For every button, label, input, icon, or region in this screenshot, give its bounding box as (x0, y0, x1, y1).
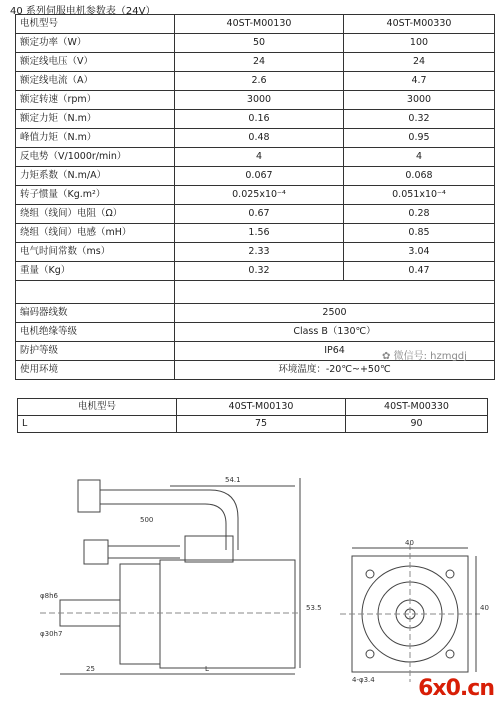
spec-row-cell: 力矩系数（N.m/A） (16, 167, 175, 186)
dimension-table (17, 398, 488, 433)
spec-row (16, 91, 495, 110)
spec-row-cell: 额定转速（rpm） (16, 91, 175, 110)
spec-row-cell: 4 (175, 148, 344, 167)
spec-row (16, 110, 495, 129)
spec-row (16, 262, 495, 281)
cable-bottom (100, 504, 226, 550)
spec-row-cell: 3.04 (344, 243, 495, 262)
spec-row-cell: 2.33 (175, 243, 344, 262)
spec-row-cell: 0.47 (344, 262, 495, 281)
dim-label: 54.1 (225, 476, 241, 484)
spec-merged-row-cell: Class B（130℃） (175, 323, 495, 342)
cable-top (100, 490, 238, 550)
spec-merged-row-cell: 编码器线数 (16, 304, 175, 323)
spec-row-cell: 重量（Kg） (16, 262, 175, 281)
dims-cell: L (18, 416, 177, 433)
spec-row-cell: 0.67 (175, 205, 344, 224)
spec-row-cell: 3000 (175, 91, 344, 110)
spec-row (16, 186, 495, 205)
spec-row-cell: 绕组（线间）电阻（Ω） (16, 205, 175, 224)
site-logo: 6x0.cn (418, 676, 494, 701)
spec-row-cell: 3000 (344, 91, 495, 110)
spec-row (16, 205, 495, 224)
dim-label: 40 (405, 539, 414, 547)
spec-row-cell: 0.95 (344, 129, 495, 148)
dims-cell: 90 (346, 416, 488, 433)
spec-merged-row-cell: 使用环境 (16, 361, 175, 380)
spec-row (16, 53, 495, 72)
spec-row-cell: 0.051x10⁻⁴ (344, 186, 495, 205)
motor-body (160, 560, 295, 668)
mount-hole (446, 570, 454, 578)
spec-row-cell: 50 (175, 34, 344, 53)
spec-header-row-cell: 40ST-M00330 (344, 15, 495, 34)
dim-label: 500 (140, 516, 154, 524)
spec-row-cell: 100 (344, 34, 495, 53)
spec-row-cell: 绕组（线间）电感（mH） (16, 224, 175, 243)
dims-header-cell: 40ST-M00130 (177, 399, 346, 416)
wechat-icon: ✿ (382, 351, 391, 362)
mount-hole (446, 650, 454, 658)
empty-cell (16, 281, 175, 304)
spec-row-cell: 0.32 (175, 262, 344, 281)
spec-row-cell: 24 (344, 53, 495, 72)
dim-label: 53.5 (306, 604, 322, 612)
spec-merged-row (16, 361, 495, 380)
spec-merged-row-cell: 2500 (175, 304, 495, 323)
spec-merged-row (16, 304, 495, 323)
dim-label: φ30h7 (40, 630, 63, 638)
mount-hole (366, 570, 374, 578)
empty-cell (175, 281, 495, 304)
spec-header-row-cell: 电机型号 (16, 15, 175, 34)
spec-row (16, 243, 495, 262)
page-title: 40 系列伺服电机参数表（24V） (10, 6, 156, 17)
spec-row-cell: 0.025x10⁻⁴ (175, 186, 344, 205)
spec-row-cell: 0.067 (175, 167, 344, 186)
spec-row-cell: 额定力矩（N.m） (16, 110, 175, 129)
dims-cell: 75 (177, 416, 346, 433)
spec-header-row-cell: 40ST-M00130 (175, 15, 344, 34)
spec-row-cell: 额定功率（W） (16, 34, 175, 53)
dim-label: 40 (480, 604, 489, 612)
spec-empty-row (16, 281, 495, 304)
spec-row-cell: 转子惯量（Kg.m²） (16, 186, 175, 205)
spec-row-cell: 反电势（V/1000r/min） (16, 148, 175, 167)
spec-row (16, 224, 495, 243)
spec-row-cell: 0.068 (344, 167, 495, 186)
mount-hole (366, 650, 374, 658)
spec-row-cell: 额定线电流（A） (16, 72, 175, 91)
spec-row-cell: 0.16 (175, 110, 344, 129)
front-flange (120, 564, 160, 664)
dim-label: 4-φ3.4 (352, 676, 375, 684)
spec-merged-row-cell: 环境温度：-20℃~+50℃ (175, 361, 495, 380)
spec-row-cell: 2.6 (175, 72, 344, 91)
spec-merged-row-cell: 防护等级 (16, 342, 175, 361)
dims-row (18, 416, 488, 433)
dims-header-row (18, 399, 488, 416)
spec-row-cell: 额定线电压（V） (16, 53, 175, 72)
motor-drawing (0, 460, 500, 685)
dim-label: 25 (86, 665, 95, 673)
spec-row-cell: 0.48 (175, 129, 344, 148)
spec-table (15, 14, 495, 380)
dim-label: φ8h6 (40, 592, 58, 600)
spec-row (16, 72, 495, 91)
spec-row (16, 148, 495, 167)
encoder-cap (78, 480, 100, 512)
spec-row-cell: 0.85 (344, 224, 495, 243)
spec-row-cell: 4 (344, 148, 495, 167)
dims-header-cell: 40ST-M00330 (346, 399, 488, 416)
spec-row-cell: 0.28 (344, 205, 495, 224)
spec-row-cell: 4.7 (344, 72, 495, 91)
spec-row-cell: 峰值力矩（N.m） (16, 129, 175, 148)
spec-row (16, 129, 495, 148)
spec-merged-row-cell: 电机绝缘等级 (16, 323, 175, 342)
spec-header-row (16, 15, 495, 34)
wechat-watermark (382, 347, 467, 362)
dims-header-cell: 电机型号 (18, 399, 177, 416)
watermark-text: 微信号: hzmgdj (393, 351, 467, 362)
spec-row-cell: 24 (175, 53, 344, 72)
spec-row-cell: 电气时间常数（ms） (16, 243, 175, 262)
spec-merged-row (16, 323, 495, 342)
spec-row-cell: 0.32 (344, 110, 495, 129)
spec-merged-row-cell: IP64 (175, 342, 495, 361)
dim-label: L (205, 665, 209, 673)
spec-row (16, 167, 495, 186)
connector (84, 540, 108, 564)
spec-row (16, 34, 495, 53)
spec-row-cell: 1.56 (175, 224, 344, 243)
